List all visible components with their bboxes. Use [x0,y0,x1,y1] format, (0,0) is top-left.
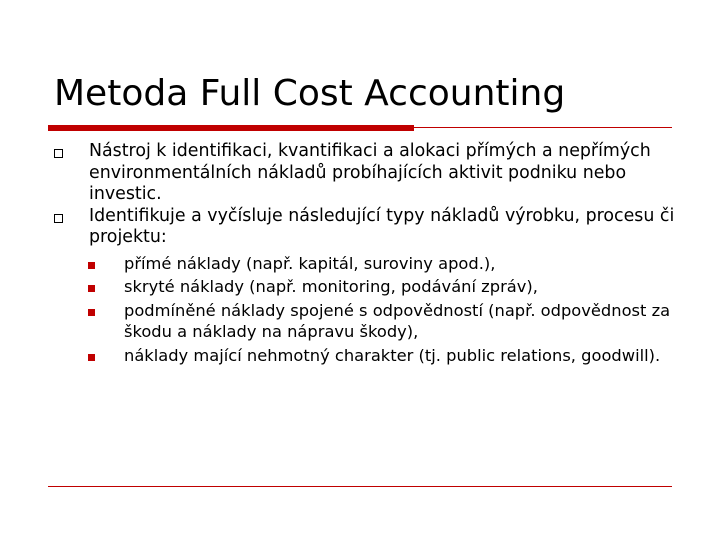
bullet-item [48,141,678,206]
bullet-text: Nástroj k identifikaci, kvantifikaci a alokaci přímých a nepřímých environmentálních nákladů probíhajících aktivit podniku nebo investic. [89,141,651,204]
bullet-text: Identifikuje a vyčísluje následující typy nákladů výrobku, procesu či projektu: [89,205,675,247]
filled-square-bullet-icon [88,262,95,269]
filled-square-bullet-icon [88,354,95,361]
footer-divider [48,486,672,487]
sub-bullet-item [48,300,678,343]
hollow-square-bullet-icon [54,149,63,158]
sub-bullet-item [48,345,678,367]
filled-square-bullet-icon [88,285,95,292]
sub-bullet-item [48,253,678,275]
bullet-item [48,206,678,249]
filled-square-bullet-icon [88,309,95,316]
sub-bullet-text: skryté náklady (např. monitoring, podávání zpráv), [124,277,538,296]
sub-bullet-text: náklady mající nehmotný charakter (tj. public relations, goodwill). [124,345,661,365]
hollow-square-bullet-icon [54,214,63,223]
sub-bullet-text: podmíněné náklady spojené s odpovědností (např. odpovědnost za škodu a náklady na nápravu škody), [124,300,671,341]
slide-body [48,141,678,366]
title-underline-thin [414,127,672,128]
title-underline-thick [48,125,414,131]
slide-title: Metoda Full Cost Accounting [54,73,566,114]
sub-bullet-text: přímé náklady (např. kapitál, suroviny apod.), [124,253,496,273]
sub-bullet-item [48,276,678,298]
